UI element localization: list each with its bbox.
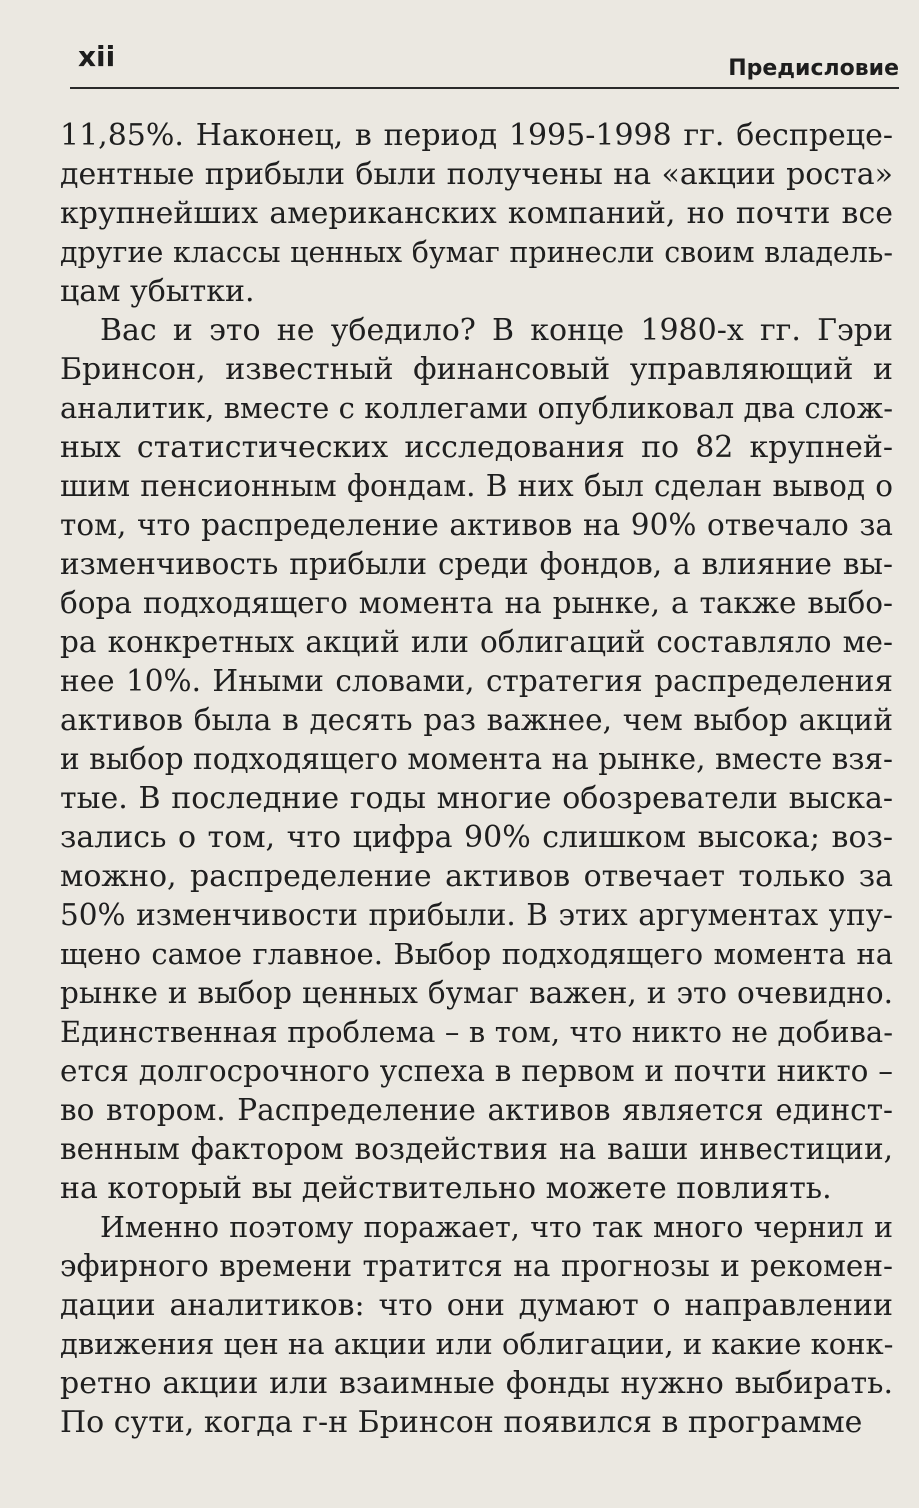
text-line: ется долгосрочного успеха в первом и почти никто – xyxy=(60,1054,893,1088)
text-line: Единственная проблема – в том, что никто не добива- xyxy=(60,1015,893,1049)
text-line: изменчивость прибыли среди фондов, а влияние вы- xyxy=(60,547,893,581)
paragraph xyxy=(60,1208,893,1442)
text-line: Именно поэтому поражает, что так много чернил и xyxy=(100,1211,893,1244)
text-line: По сути, когда г-н Бринсон появился в программе xyxy=(60,1405,863,1440)
text-line: ных статистических исследования по 82 крупней- xyxy=(60,430,893,465)
text-line: 50% изменчивости прибыли. В этих аргументах упу- xyxy=(60,898,893,932)
running-title: Предисловие xyxy=(728,56,899,81)
paragraph xyxy=(60,116,893,311)
text-line: движения цен на акции или облигации, и какие конк- xyxy=(60,1327,893,1361)
text-line: и выбор подходящего момента на рынке, вместе взя- xyxy=(60,742,893,776)
text-line: другие классы ценных бумаг принесли своим владель- xyxy=(60,236,893,269)
text-line: Бринсон, известный финансовый управляющий и xyxy=(60,352,893,387)
text-line: венным фактором воздействия на ваши инвестиции, xyxy=(60,1132,893,1166)
text-line: на который вы действительно можете повлиять. xyxy=(60,1171,832,1206)
text-line: активов была в десять раз важнее, чем выбор акций xyxy=(60,703,893,737)
text-line: дентные прибыли были получены на «акции роста» xyxy=(60,157,893,192)
text-line: рынке и выбор ценных бумаг важен, и это очевидно. xyxy=(60,976,893,1010)
text-line: нее 10%. Иными словами, стратегия распределения xyxy=(60,664,893,698)
header-rule xyxy=(70,87,899,89)
text-line: цам убытки. xyxy=(60,274,255,309)
text-line: дации аналитиков: что они думают о направлении xyxy=(60,1288,893,1323)
text-line: во втором. Распределение активов является единст- xyxy=(60,1093,893,1127)
paragraph xyxy=(60,311,893,1208)
text-line: крупнейших американских компаний, но почти все xyxy=(60,196,893,231)
page-header xyxy=(70,40,899,90)
text-line: 11,85%. Наконец, в период 1995-1998 гг. беспреце- xyxy=(60,118,893,153)
text-line: аналитик, вместе с коллегами опубликовал два слож- xyxy=(60,391,893,425)
text-line: шим пенсионным фондам. В них был сделан вывод о xyxy=(60,469,893,503)
body-text xyxy=(60,116,893,1442)
text-line: бора подходящего момента на рынке, а также выбо- xyxy=(60,586,893,620)
text-line: эфирного времени тратится на прогнозы и рекомен- xyxy=(60,1249,893,1283)
text-line: тые. В последние годы многие обозреватели выска- xyxy=(60,781,893,816)
page-number: xii xyxy=(78,40,116,73)
text-line: можно, распределение активов отвечает только за xyxy=(60,859,893,894)
text-line: ра конкретных акций или облигаций составляло ме- xyxy=(60,625,893,659)
text-line: ретно акции или взаимные фонды нужно выбирать. xyxy=(60,1366,893,1401)
text-line: Вас и это не убедило? В конце 1980-х гг. Гэри xyxy=(100,313,893,348)
text-line: щено самое главное. Выбор подходящего момента на xyxy=(60,937,893,971)
text-line: том, что распределение активов на 90% отвечало за xyxy=(60,508,893,542)
text-line: зались о том, что цифра 90% слишком высока; воз- xyxy=(60,820,893,855)
